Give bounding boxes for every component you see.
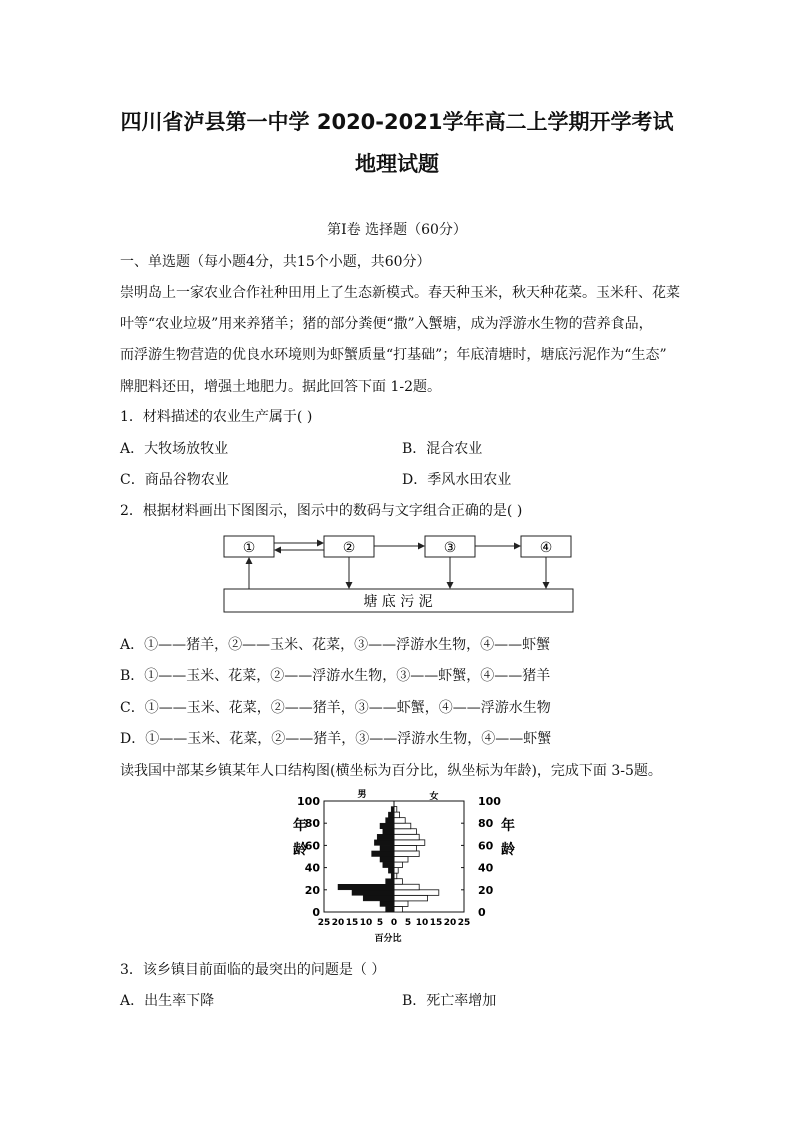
q1-option-a: A．大牧场放牧业: [120, 441, 229, 457]
x-tick-label: 5: [404, 918, 412, 928]
question-1-stem: 1．材料描述的农业生产属于( ): [120, 409, 313, 425]
question-3-stem: 3．该乡镇目前面临的最突出的问题是（ ）: [120, 962, 386, 978]
x-tick-label: 25: [457, 918, 471, 928]
female-bar: [394, 840, 425, 846]
x-tick-label: 10: [415, 918, 429, 928]
diagram-label-4: ④: [539, 540, 553, 556]
diagram-label-2: ②: [342, 540, 356, 556]
male-bar: [352, 890, 394, 896]
x-tick-label: 25: [317, 918, 331, 928]
female-bar: [394, 890, 439, 896]
female-bar: [394, 895, 428, 901]
male-label: 男: [357, 790, 367, 800]
male-bar: [372, 851, 394, 857]
male-bar: [338, 884, 394, 890]
material-line: 牌肥料还田，增强土地肥力。据此回答下面 1-2题。: [120, 379, 441, 395]
male-bar: [383, 829, 394, 835]
male-bar: [380, 845, 394, 851]
y-axis-label-char: 龄: [501, 842, 515, 858]
male-bar: [383, 862, 394, 868]
x-tick-label: 10: [359, 918, 373, 928]
y-tick-label: 100: [297, 795, 320, 808]
x-axis-label: 百分比: [374, 934, 402, 944]
x-tick-label: 20: [443, 918, 457, 928]
diagram-bottom-label: 塘 底 污 泥: [363, 594, 433, 610]
q2-option-b: B．①——玉米、花菜，②——浮游水生物，③——虾蟹，④——猪羊: [120, 668, 551, 684]
female-bar: [394, 851, 419, 857]
male-bar: [386, 906, 394, 912]
q3-option-b: B．死亡率增加: [402, 993, 497, 1009]
male-bar: [380, 823, 394, 829]
q2-option-d: D．①——玉米、花菜，②——猪羊，③——浮游水生物，④——虾蟹: [120, 731, 552, 747]
male-bar: [374, 840, 394, 846]
q1-option-c: C．商品谷物农业: [120, 472, 229, 488]
female-bar: [394, 879, 402, 885]
exam-subject: 地理试题: [355, 152, 439, 176]
q1-option-d: D．季风水田农业: [402, 472, 512, 488]
eco-cycle-diagram: [220, 532, 576, 616]
female-bar: [394, 829, 416, 835]
female-bar: [394, 823, 411, 829]
material-line: 叶等“农业垃圾”用来养猪羊；猪的部分粪便“撒”入蟹塘，成为浮游水生物的营养食品，: [120, 316, 653, 332]
y-axis-label-char: 龄: [293, 842, 307, 858]
material-2: 读我国中部某乡镇某年人口结构图(横坐标为百分比，纵坐标为年龄)，完成下面 3-5题。: [120, 763, 662, 779]
female-bar: [394, 845, 416, 851]
female-bar: [394, 884, 419, 890]
material-line: 崇明岛上一家农业合作社种田用上了生态新模式。春天种玉米，秋天种花菜。玉米秆、花菜: [120, 285, 680, 301]
male-bar: [377, 834, 394, 840]
diagram-label-3: ③: [443, 540, 457, 556]
x-tick-label: 20: [331, 918, 345, 928]
population-pyramid-chart: [290, 788, 515, 946]
q2-option-a: A．①——猪羊，②——玉米、花菜，③——浮游水生物，④——虾蟹: [120, 637, 551, 653]
female-bar: [394, 857, 408, 863]
male-bar: [388, 868, 394, 874]
female-bar: [394, 812, 400, 818]
y-tick-label: 80: [478, 817, 494, 831]
female-bar: [394, 834, 419, 840]
y-axis-label-char: 年: [501, 818, 515, 834]
y-tick-label: 40: [304, 861, 320, 875]
y-tick-label: 20: [478, 883, 494, 897]
x-tick-label: 15: [345, 918, 359, 928]
y-tick-label: 80: [304, 817, 320, 831]
male-bar: [386, 879, 394, 885]
y-axis-label-char: 年: [293, 818, 307, 834]
material-line: 而浮游生物营造的优良水环境则为虾蟹质量“打基础”；年底清塘时，塘底污泥作为“生态”: [120, 347, 667, 363]
male-bar: [386, 818, 394, 824]
female-bar: [394, 862, 402, 868]
female-bar: [394, 901, 408, 907]
y-tick-label: 0: [478, 906, 486, 919]
female-bar: [394, 906, 402, 912]
y-tick-label: 100: [478, 795, 501, 808]
male-bar: [380, 857, 394, 863]
q1-option-b: B．混合农业: [402, 441, 483, 457]
female-label: 女: [429, 792, 439, 802]
male-bar: [388, 812, 394, 818]
male-bar: [363, 895, 394, 901]
female-bar: [394, 818, 405, 824]
female-bar: [394, 868, 398, 874]
y-tick-label: 60: [304, 839, 320, 853]
exam-title: 四川省泸县第一中学 2020-2021学年高二上学期开学考试: [120, 110, 674, 134]
x-tick-label: 15: [429, 918, 443, 928]
y-tick-label: 20: [304, 883, 320, 897]
question-type-title: 一、单选题（每小题4分，共15个小题，共60分）: [120, 254, 431, 270]
y-tick-label: 60: [478, 839, 494, 853]
male-bar: [380, 901, 394, 907]
diagram-label-1: ①: [242, 540, 256, 556]
x-tick-label: 0: [390, 918, 398, 928]
q2-option-c: C．①——玉米、花菜，②——猪羊，③——虾蟹，④——浮游水生物: [120, 700, 551, 716]
question-2-stem: 2．根据材料画出下图图示，图示中的数码与文字组合正确的是( ): [120, 503, 523, 519]
x-tick-label: 5: [376, 918, 384, 928]
part-title: 第Ⅰ卷 选择题（60分）: [327, 222, 467, 238]
q3-option-a: A．出生率下降: [120, 993, 215, 1009]
y-tick-label: 40: [478, 861, 494, 875]
y-tick-label: 0: [312, 906, 320, 919]
